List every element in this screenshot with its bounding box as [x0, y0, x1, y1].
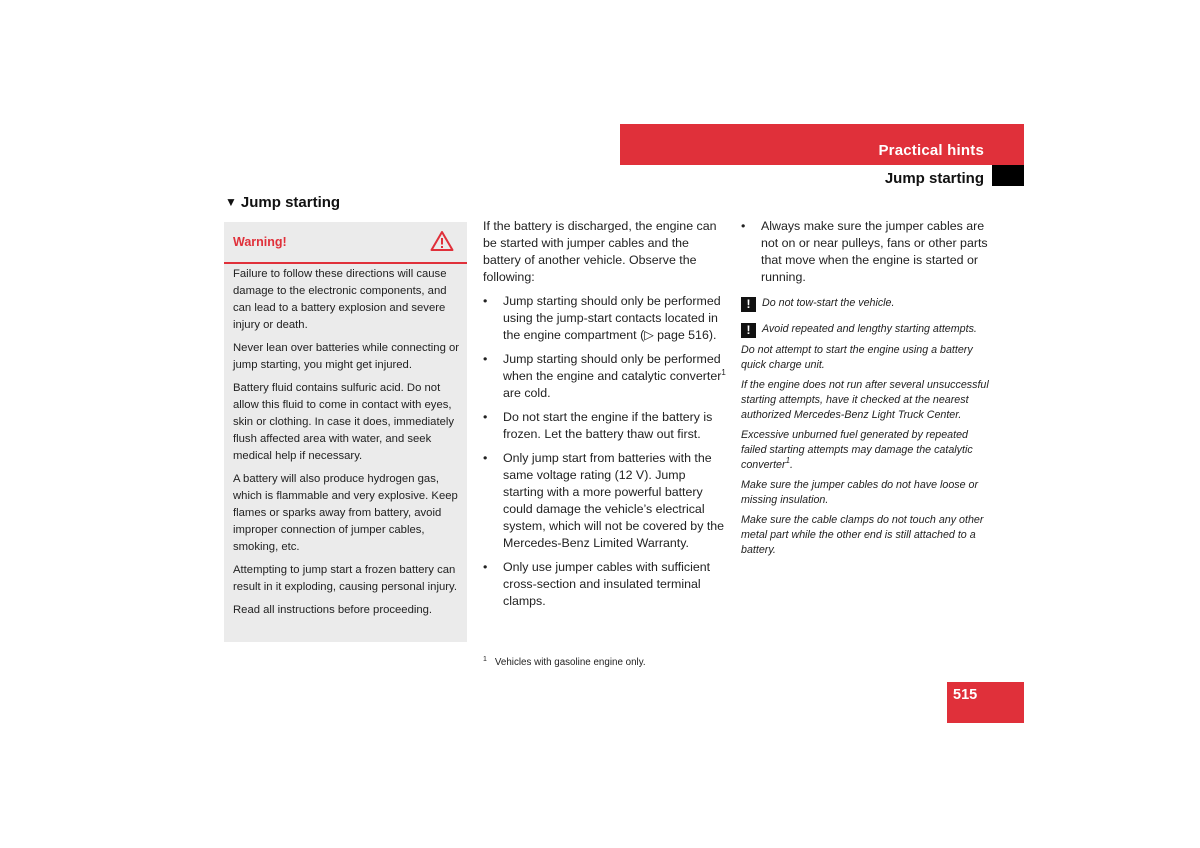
bullet-text-end: are cold. [503, 386, 551, 400]
notes-column [741, 218, 991, 563]
bullet-item [483, 351, 727, 402]
bullet-text: Jump starting should only be performed when the engine and catalytic converter [503, 352, 722, 383]
intro-paragraph: If the battery is discharged, the engine can be started with jumper cables and the battery of another vehicle. Observe the following: [483, 219, 717, 284]
section-header: Jump starting [884, 170, 984, 187]
page-number-box [947, 682, 1024, 723]
note-paragraph [741, 296, 991, 312]
note-text: Excessive unburned fuel generated by repeated failed starting attempts may damage the catalytic converter [741, 429, 973, 471]
note-text: Do not tow-start the vehicle. [762, 297, 895, 309]
bullet-item [483, 559, 727, 610]
warning-paragraph: Read all instructions before proceeding. [233, 604, 433, 616]
bullet-text: Do not start the engine if the battery is frozen. Let the battery thaw out first. [503, 410, 713, 441]
triangle-down-icon: ▼ [225, 195, 237, 209]
warning-paragraph: A battery will also produce hydrogen gas, which is flammable and very explosive. Keep flames or sparks away from battery, avoid improper connection of jumper cables, smoking, etc. [233, 473, 458, 553]
warning-header [224, 222, 467, 264]
bullet-icon: • [483, 352, 488, 366]
footnote [483, 656, 646, 668]
note-paragraph: If the engine does not run after several unsuccessful starting attempts, have it checked at the nearest authorized Mercedes-Benz Light Truck Center. [741, 379, 989, 421]
note-paragraph: Do not attempt to start the engine using a battery quick charge unit. [741, 344, 973, 371]
footnote-ref: 1 [785, 456, 791, 465]
bullet-text: Always make sure the jumper cables are not on or near pulleys, fans or other parts that move when the engine is started or running. [761, 219, 988, 284]
bullet-icon: • [741, 219, 746, 233]
note-paragraph [741, 428, 991, 473]
note-paragraph: Make sure the jumper cables do not have loose or missing insulation. [741, 479, 979, 506]
warning-paragraph: Battery fluid contains sulfuric acid. Do not allow this fluid to come in contact with eyes, skin or clothing. In case it does, immediately flush affected area with water, and seek medical help if necessary. [233, 382, 455, 462]
warning-triangle-icon [430, 230, 454, 257]
bullet-text: Only use jumper cables with sufficient cross-section and insulated terminal clamps. [503, 560, 711, 608]
exclamation-icon: ! [741, 297, 756, 312]
section-title [225, 194, 340, 211]
bullet-item [483, 409, 727, 443]
chapter-title: Practical hints [878, 142, 984, 159]
bullet-icon: • [483, 560, 488, 574]
warning-body [233, 266, 462, 625]
exclamation-icon: ! [741, 323, 756, 338]
footnote-text: Vehicles with gasoline engine only. [494, 657, 646, 668]
bullet-text: Only jump start from batteries with the same voltage rating (12 V). Jump starting with a more powerful battery could damage the vehicle’s electrical system, which will not be covered by the Mercedes-Benz Limited Warranty. [503, 451, 725, 550]
warning-paragraph: Attempting to jump start a frozen battery can result in it exploding, causing personal injury. [233, 564, 457, 593]
page-number: 515 [953, 687, 978, 703]
warning-title: Warning! [233, 235, 287, 249]
bullet-icon: • [483, 451, 488, 465]
note-text: Avoid repeated and lengthy starting attempts. [762, 323, 977, 335]
bullet-icon: • [483, 410, 488, 424]
footnote-mark: 1 [483, 656, 487, 663]
section-title-text: Jump starting [240, 194, 341, 211]
note-paragraph: Make sure the cable clamps do not touch any other metal part while the other end is still attached to a battery. [741, 514, 984, 556]
bullet-text: Jump starting should only be performed using the jump-start contacts located in the engine compartment (▷ page 516). [503, 294, 721, 342]
bullet-item [483, 450, 727, 552]
warning-paragraph: Failure to follow these directions will cause damage to the electronic components, and can lead to a battery explosion and severe injury or death. [233, 268, 447, 331]
instructions-column [483, 218, 727, 617]
bullet-item [741, 218, 991, 286]
note-paragraph [741, 322, 991, 338]
thumb-tab [992, 165, 1024, 186]
warning-paragraph: Never lean over batteries while connecting or jump starting, you might get injured. [233, 342, 460, 371]
bullet-item [483, 293, 727, 344]
bullet-icon: • [483, 294, 488, 308]
notes-block [741, 296, 991, 558]
note-text-end: . [790, 459, 793, 471]
footnote-ref: 1 [721, 368, 726, 377]
